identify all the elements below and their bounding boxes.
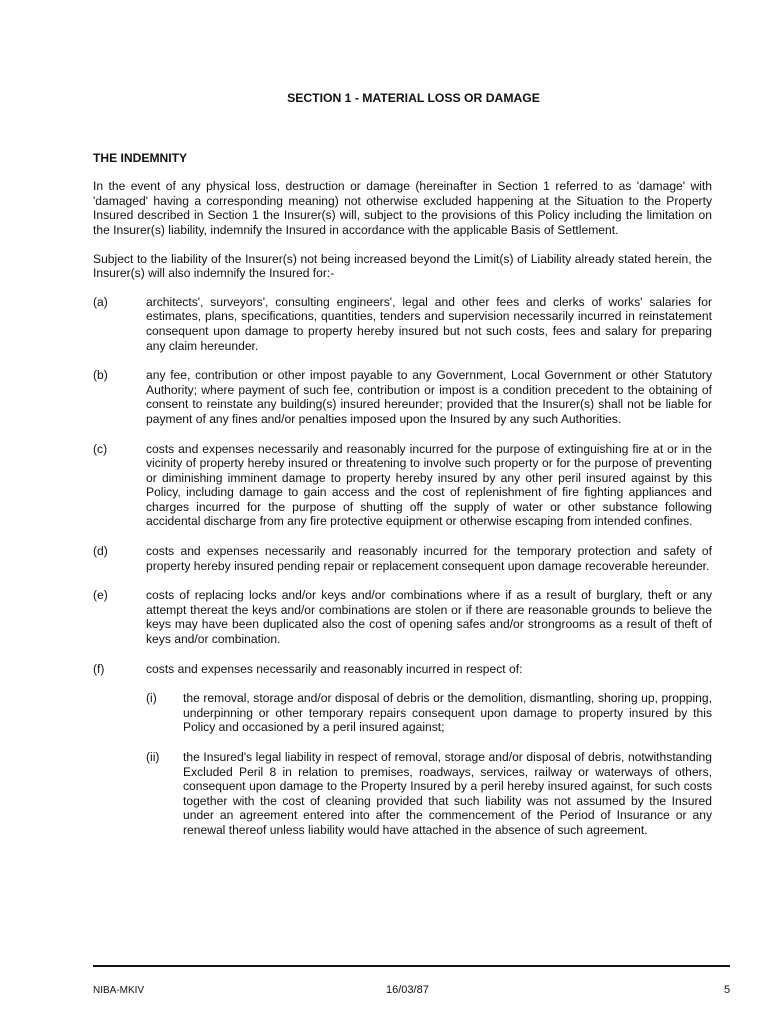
paragraph-intro: In the event of any physical loss, destruction or damage (hereinafter in Section 1 referred to as 'damage' with 'damaged' having a corresponding meaning) not otherwise excluded happening at the Situation to the Property Insured described in Section 1 the Insurer(s) will, subject to the provisions of this Policy including the limitation on the Insurer(s) liability, indemnify the Insured in accordance with the applicable Basis of Settlement. [93,179,712,237]
clause-body [146,662,712,838]
page-number: 5 [724,984,731,996]
indemnity-heading: THE INDEMNITY [93,150,188,165]
footer-divider [93,965,730,967]
subclause-text: the removal, storage and/or disposal of debris or the demolition, dismantling, shoring up, propping, underpinning or other temporary repairs consequent upon damage to property insured by this Policy and occasioned by a peril insured against; [183,691,712,735]
paragraph-subject: Subject to the liability of the Insurer(s) not being increased beyond the Limit(s) of Liability already stated herein, the Insurer(s) will also indemnify the Insured for:- [93,251,712,281]
subclause-text: the Insured's legal liability in respect of removal, storage and/or disposal of debris, notwithstanding Excluded Peril 8 in relation to premises, roadways, services, railway or waterways of others, consequent upon damage to the Property Insured by a peril hereby insured against, for such costs together with the cost of cleaning provided that such liability was not assumed by the Insured under an agreement entered into after the commencement of the Period of Insurance or any renewal thereof unless liability would have attached in the absence of such agreement. [183,750,712,837]
footer-date: 16/03/87 [386,984,429,996]
clause-label: (d) [93,544,108,559]
clause-label: (f) [93,661,105,676]
clause-e [93,588,712,646]
subclause-i [146,691,712,735]
subclause-ii [146,750,712,838]
clause-b [93,368,712,426]
clause-text: costs and expenses necessarily and reasonably incurred in respect of: [146,661,523,676]
clause-f [93,662,712,838]
clause-c [93,442,712,530]
clause-text: costs of replacing locks and/or keys and/or combinations where if as a result of burglary, theft or any attempt thereat the keys and/or combinations are stolen or if there are reasonable grounds to believe the keys may have been duplicated also the cost of opening safes and/or strongrooms as a result of theft of keys and/or combination. [146,588,712,647]
clause-label: (c) [93,441,108,456]
subclause-label: (i) [146,691,157,706]
clause-text: costs and expenses necessarily and reasonably incurred for the purpose of extinguishing fire at or in the vicinity of property hereby insured or threatening to involve such property or for the purpose of preventing or diminishing imminent damage to property hereby insured by any other peril insured against by this Policy, including damage to gain access and the cost of replenishment of fire fighting appliances and charges incurred for the purpose of shutting off the supply of water or other substance following accidental discharge from any fire protective equipment or otherwise escaping from intended confines. [146,441,712,529]
clause-d [93,544,712,573]
clause-label: (a) [93,294,108,309]
section-title: SECTION 1 - MATERIAL LOSS OR DAMAGE [287,91,540,105]
clause-text: any fee, contribution or other impost payable to any Government, Local Government or other Statutory Authority; where payment of such fee, contribution or impost is a condition precedent to the obtaining of consent to reinstate any building(s) insured hereunder; provided that the Insurer(s) shall not be liable for payment of any fines and/or penalties imposed upon the Insured by any such Authorities. [146,368,712,426]
clause-label: (b) [93,368,108,383]
clause-text: costs and expenses necessarily and reasonably incurred for the temporary protection and safety of property hereby insured pending repair or replacement consequent upon damage recoverable hereunder. [146,544,712,573]
clause-label: (e) [93,588,108,603]
subclause-label: (ii) [146,750,160,764]
clause-text: architects', surveyors', consulting engineers', legal and other fees and clerks of works' salaries for estimates, plans, specifications, quantities, tenders and supervision necessarily incurred in reinstatement consequent upon damage to property hereby insured but not such costs, fees and salary for preparing any claim hereunder. [146,294,712,353]
clause-a [93,295,712,353]
page-content [93,88,712,853]
footer-document-code: NIBA-MKIV [93,985,145,996]
